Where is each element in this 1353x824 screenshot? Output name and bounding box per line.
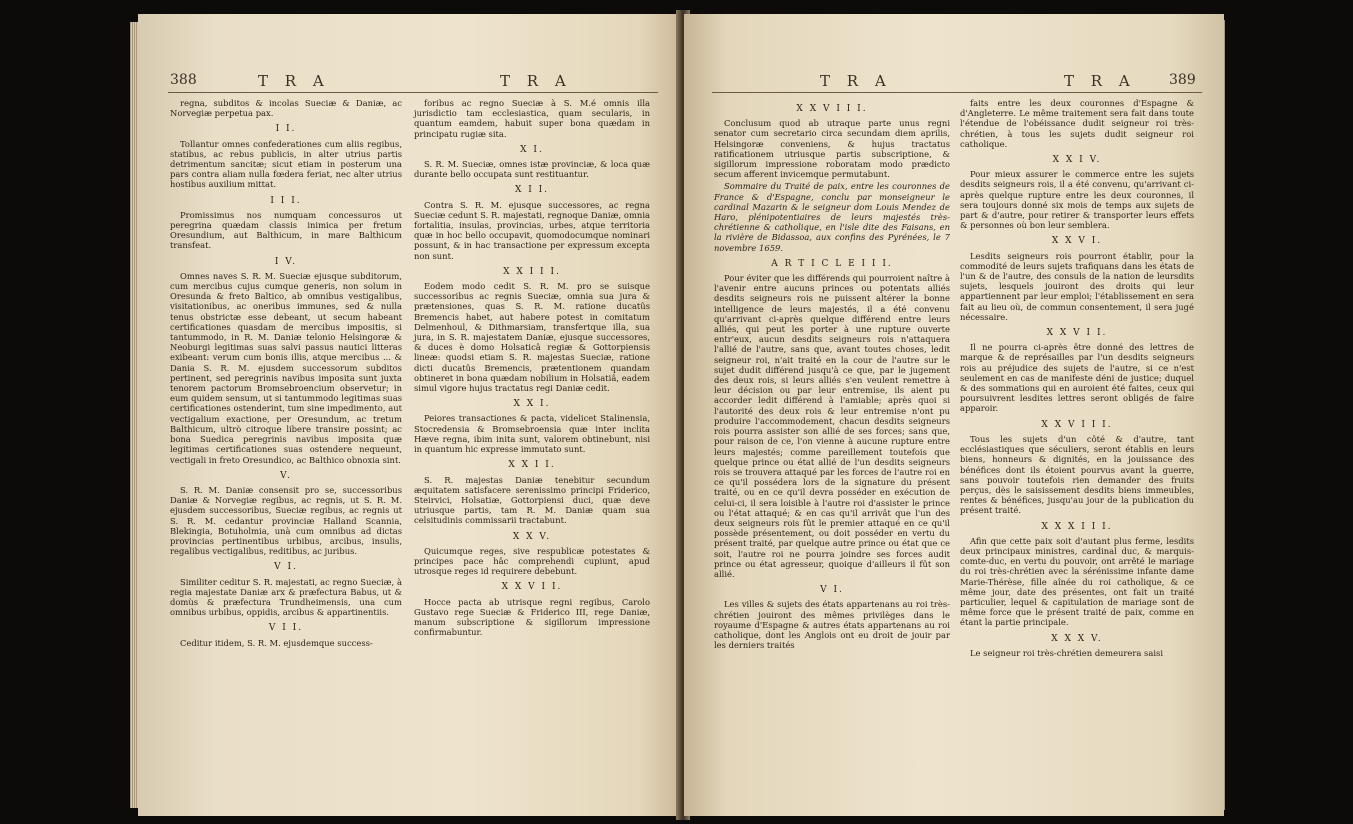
article-heading: X X I I I. xyxy=(503,266,561,277)
paragraph: Lesdits seigneurs rois pourront établir, pour la commodité de leurs sujets trafiquans dans les états de l'un & de l'autre, des consuls de la nation de leursdits sujets, lesquels jouiront des droits qui leur appartiennent par leur emploi; l'établissement en sera fait au lieu où, de commun consentement, il sera jugé nécessaire. xyxy=(960,250,1194,322)
paragraph: Conclusum quod ab utraque parte unus regni senator cum secretario circa secundam diem aprilis, Helsingoræ conveniens, & hujus tractatus ratificationem utriusque partis subscriptione, & sigillorum impressione roboratam modo prædicto secum afferent invicemque permutabunt. xyxy=(714,118,950,180)
header-rule xyxy=(712,92,1202,93)
paragraph: S. R. M. Daniæ consensit pro se, successoribus Daniæ & Norvegiæ regibus, ac regnis, ut S. R. M. ejusdem successoribus, Sueciæ regibus, ac regnis ut S. R. M. cedantur provinciæ Halland Scannia, Blekingia, Botuholmia, unà cum omnibus ad dictas provincias pertinentibus urbibus, arcibus, insulis, regalibus vectigalibus, reditibus, ac juribus. xyxy=(170,484,402,557)
book-edge-left xyxy=(130,22,138,808)
left-page-column-1 xyxy=(170,98,402,650)
running-header: T R A xyxy=(258,72,330,90)
page-number: 388 xyxy=(170,72,197,88)
article-heading: V I. xyxy=(820,585,844,596)
paragraph: Quicumque reges, sive respublicæ potestates & principes pace hâc comprehendi cupiunt, apud utrosque reges id requirere debebunt. xyxy=(414,545,650,577)
running-header-left: T R A xyxy=(820,72,892,90)
article-heading: X X V I I. xyxy=(1046,328,1108,339)
treaty-summary: Sommaire du Traité de paix, entre les couronnes de France & d'Espagne, conclu par monseigneur le cardinal Mazarin & le seigneur dom Louis Mendez de Haro, plénipotentiaires de leurs majestés très-chrétienne & catholique, en l'isle dite des Faisans, en la rivière de Bidassoa, aux confins des Pyrénées, le 7 novembre 1659. xyxy=(714,181,950,253)
left-page-column-2 xyxy=(414,98,650,639)
right-page xyxy=(684,14,1224,816)
header-rule xyxy=(168,92,658,93)
paragraph: regna, subditos & incolas Sueciæ & Daniæ, ac Norvegiæ perpetua pax. xyxy=(170,98,402,119)
paragraph: Ceditur itidem, S. R. M. ejusdemque success- xyxy=(180,637,373,648)
paragraph: Eodem modo cedit S. R. M. pro se suisque successoribus ac regnis Sueciæ, omnia sua jura & prætensiones, quas S. R. M. ratione ducatûs Bremencis habet, aut habere potest in comitatum Delmenhoul, & Dithmarsiam, transfertque illa, sua jura, in S. R. majestatem Daniæ, ejusque successores, & duces è domo Holsaticâ regiæ & Gottorpiensis lineæ: quodsi etiam S. R. majestas Sueciæ, ratione dicti ducatûs Bremencis, prætentionem quandam obtineret in bona quædam nobilium in Holsatiâ, eadem simul vigore hujus tractatus regi Daniæ cedit. xyxy=(414,281,650,394)
article-heading: X X V I I. xyxy=(501,582,563,593)
paragraph: Tous les sujets d'un côté & d'autre, tant ecclésiastiques que séculiers, seront établis en leurs biens, honneurs & dignités, en la jouissance des bénéfices dont ils étoient pourvus avant la guerre, sans pouvoir toutefois rien demander des fruits perçus, dès le saisissement desdits biens immeubles, rentes & bénéfices, jusqu'au jour de la publication du présent traité. xyxy=(960,433,1194,516)
article-heading: X X V. xyxy=(512,531,552,542)
article-heading: X I. xyxy=(520,144,544,155)
right-page-column-1 xyxy=(714,98,950,652)
paragraph: Promissimus nos numquam concessuros ut peregrina quædam classis inimica per fretum Oresundium, aut Balthicum, in mare Balthicum transfeat. xyxy=(170,209,402,251)
page-number: 389 xyxy=(1169,72,1196,88)
paragraph: Afin que cette paix soit d'autant plus ferme, lesdits deux principaux ministres, cardinal duc, & marquis-comte-duc, en vertu du pouvoir, ont arrêté le mariage du roi très-chrétien avec la sérénissime infante dame Marie-Thérèse, fille aînée du roi catholique, & ce même jour, date des présentes, ont fait un traité particulier, lequel & capitulation de mariage sont de même force que le présent traité de paix, comme en étant la partie principale. xyxy=(960,535,1194,628)
paragraph: Contra S. R. M. ejusque successores, ac regna Sueciæ cedunt S. R. majestati, regnoque Daniæ, omnia fortalitia, insulas, provincias, urbes, atque territoria quæ in hoc bello occupavit, quomodocumque nominari possunt, & in hac transactione per expressum excepta non sunt. xyxy=(414,199,650,261)
article-heading: X X V I. xyxy=(1051,236,1103,247)
paragraph: Omnes naves S. R. M. Sueciæ ejusque subditorum, cum mercibus cujus cumque generis, non solum in Oresunda & freto Baltico, ab omnibus vestigalibus, visitationibus, ac oneribus immunes, sed & nulla tenus obstrictæ esse debeant, ut secum habeant certificationes quasdam de mercibus impositis, si tantummodo, in R. M. Daniæ telonio Helsingoræ & Neoburgi legitimas suas salvi passus nautici litteras exibeant: verum cum bonis illis, atque mercibus ... & Dania S. R. M. ejusdem successorum subditos pertinent, sed peregrinis navibus imposita sunt juxta tenorem pactorum Bromsebroencium observetur; in eum quidem sensum, ut si tantummodo legitimas suas certificationes ostenderint, tum sine impedimento, aut vectigalium exactione, per Oresundum, ac tretum Balthicum, ultrò citroque libere transire possint; ac bona Suedica peregrinis navibus imposita quæ legitimas certificationes suas ostendere nequeunt, vectigali in freto Oresundico, ac Balthico obnoxia sint. xyxy=(170,270,402,465)
paragraph: Similiter ceditur S. R. majestati, ac regno Sueciæ, à regia majestate Daniæ arx & præfectura Babus, ut & domùs & præfectura Trundheimensis, una cum omnibus urbibus, oppidis, arcibus & appartinentiis. xyxy=(170,576,402,618)
paragraph: Le seigneur roi très-chrétien demeurera saisi xyxy=(970,647,1163,658)
article-heading: X X V I I I. xyxy=(1041,419,1113,430)
article-heading: A R T I C L E I I I. xyxy=(771,258,893,269)
paragraph: Il ne pourra ci-après être donné des lettres de marque & de représailles par l'un desdits seigneurs rois au préjudice des sujets de l'autre, si ce n'est seulement en cas de manifeste déni de justice; duquel & des sommations qui en auroient été faites, ceux qui poursuivrent lesdites lettres seront obligés de faire apparoir. xyxy=(960,342,1194,414)
article-heading: X I I. xyxy=(514,185,550,196)
article-heading: I V. xyxy=(274,256,298,267)
paragraph: Les villes & sujets des états appartenans au roi très-chrétien jouiront des mêmes privilèges dans le royaume d'Espagne & autres états appartenans au roi catholique, dont les Anglois ont eu droit de jouir par les derniers traités xyxy=(714,599,950,651)
paragraph: Pour éviter que les différends qui pourroient naître à l'avenir entre aucuns princes ou potentats alliés desdits seigneurs rois ne puissent altérer la bonne intelligence de leurs majestés, il a été convenu qu'arrivant ci-après quelque différend entre leurs alliés, qui peut les porter à une rupture ouverte entr'eux, aucun desdits seigneurs rois n'attaquera l'allié de l'autre, sans que, avant toutes choses, ledit seigneur roi, n'ait traité en la cour de l'autre sur le sujet dudit différend jusqu'à ce que, par le jugement des deux rois, si leurs alliés s'en veulent remettre à leur décision ou par leur entremise, ils aient pu accorder ledit différend à l'amiable; après quoi si l'autorité des deux rois & leur entremise n'ont pu produire l'accommodement, chacun desdits seigneurs rois pourra assister son allié de ses forces; sans que, pour raison de ce, l'on vienne à aucune rupture entre leurs majestés; comme pareillement toutefois que quelque prince ou état allié de l'un desdits seigneurs rois se trouvera attaqué par les forces de l'autre roi en ce qu'il possédera lors de la signature du présent traité, ou en ce qu'il devra posséder en exécution de celui-ci, il sera loisible à l'autre roi d'assister le prince ou l'état attaqué; & en cas qu'il arrivât que l'un des deux seigneurs rois fût le premier attaqué en ce qu'il possède présentement, ou doit posséder en vertu du présent traité, par quelque autre prince ou état que ce soit, l'autre roi ne pourra joindre ses forces audit prince ou état agresseur, quoique d'ailleurs il fût son allié. xyxy=(714,273,950,579)
article-heading: V I. xyxy=(274,562,298,573)
paragraph: Pour mieux assurer le commerce entre les sujets desdits seigneurs rois, il a été convenu, qu'arrivant ci-après quelque rupture entre les deux couronnes, il sera toujours donné six mois de temps aux sujets de part & d'autre, pour retirer & transporter leurs effets & personnes où bon leur semblera. xyxy=(960,169,1194,231)
left-page xyxy=(138,14,682,816)
paragraph: Peiores transactiones & pacta, videlicet Stalinensia, Stocredensia & Bromsebroensia quæ inter inclita Hæve regna, ibim inita sunt, valorem obtinebunt, nisi in quantum hic expresse immutato sunt. xyxy=(414,413,650,455)
article-heading: I I I. xyxy=(270,195,302,206)
paragraph: foribus ac regno Sueciæ à S. M.é omnis illa jurisdictio tam ecclesiastica, quam secularis, in quantum eamdem, habuit super bona quædam in principatu rugiæ sita. xyxy=(414,98,650,139)
article-heading: X X X V. xyxy=(1051,633,1103,644)
article-heading: X X I V. xyxy=(1052,155,1102,166)
running-header: T R A xyxy=(1064,72,1136,90)
paragraph: faits entre les deux couronnes d'Espagne & d'Angleterre. Le même traitement sera fait dans toute l'étendue de l'obéissance dudit seigneur roi très-chrétien, à tous les sujets dudit seigneur roi catholique. xyxy=(960,98,1194,149)
right-page-column-2 xyxy=(960,98,1194,660)
article-heading: X X X I I I. xyxy=(1041,521,1113,532)
article-heading: X X I I. xyxy=(508,460,556,471)
article-heading: I I. xyxy=(275,124,297,135)
article-heading: X X V I I I. xyxy=(796,104,868,114)
running-header-right: T R A xyxy=(500,72,572,90)
paragraph: S. R. majestas Daniæ tenebitur secundum æquitatem satisfacere serenissimo principi Friderico, Steirvici, Holsatiæ, Gottorpiensi duci, quæ deve utriusque partis, tam R. M. Daniæ quam sua celsitudinis commissarii tractabunt. xyxy=(414,474,650,526)
article-heading: V. xyxy=(280,470,292,481)
paragraph: Tollantur omnes confederationes cum aliis regibus, statibus, ac rebus publicis, in alter utrius partis detrimentum sancitæ; sicut etiam in posterum una pars contra aliam nulla fœdera feriat, nec alter utrius hostibus auxilium mittat. xyxy=(170,138,402,190)
paragraph: S. R. M. Sueciæ, omnes istæ provinciæ, & loca quæ durante bello occupata sunt restituantur. xyxy=(414,159,650,180)
article-heading: V I I. xyxy=(268,623,304,634)
paragraph: Hocce pacta ab utrisque regni regibus, Carolo Gustavo rege Sueciæ & Friderico III, rege Daniæ, manum subscriptione & sigillorum impressione confirmabuntur. xyxy=(414,596,650,638)
article-heading: X X I. xyxy=(513,399,551,410)
